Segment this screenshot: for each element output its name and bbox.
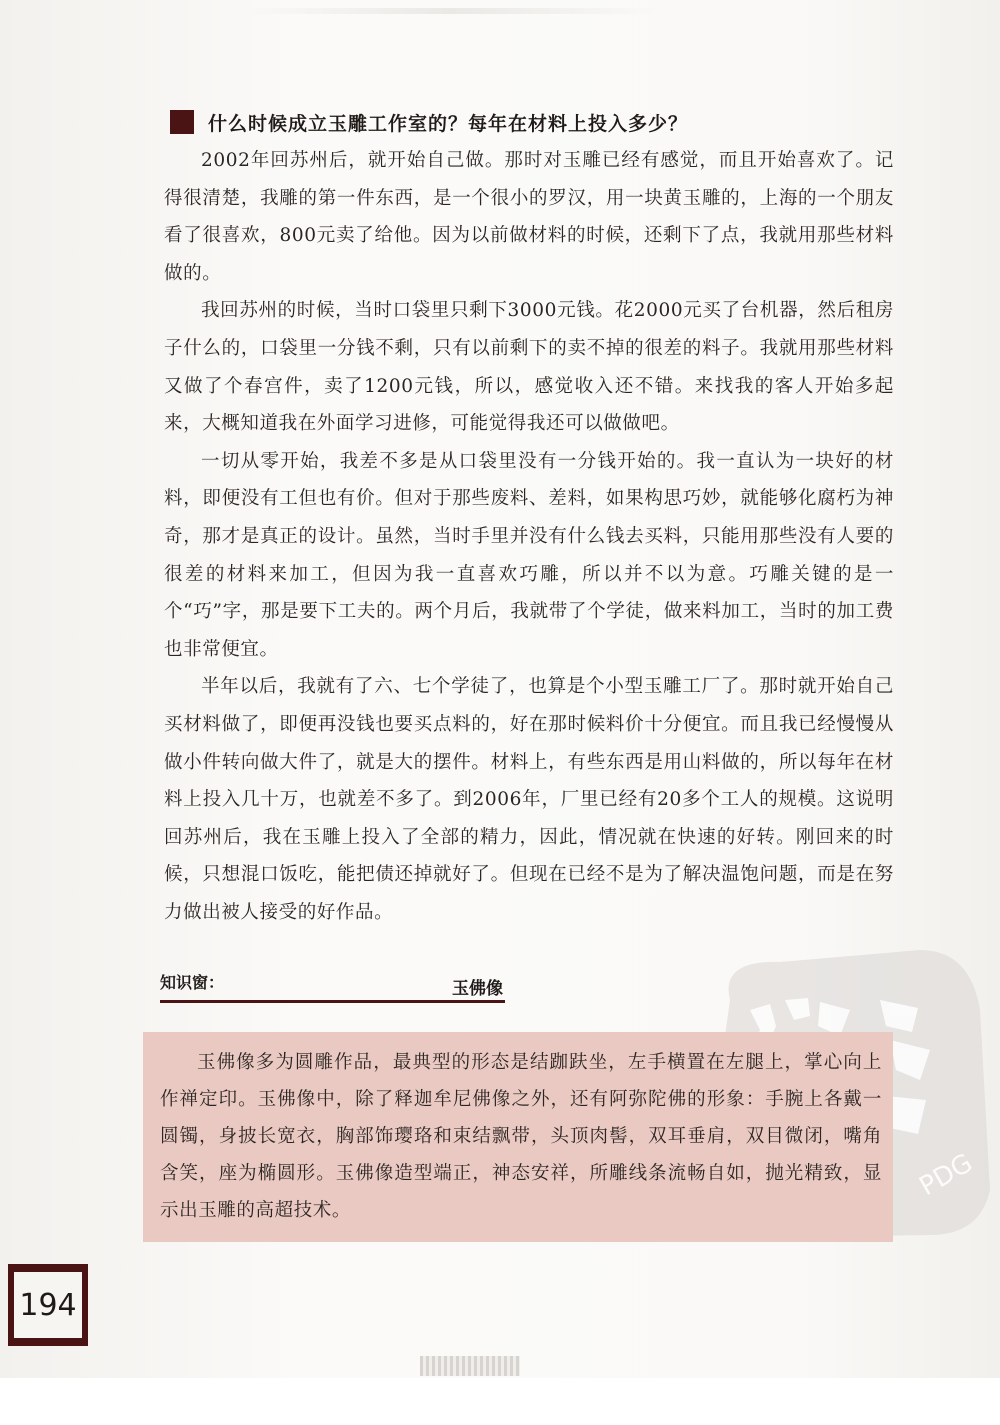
section-heading [170, 104, 930, 140]
knowledge-window-text [160, 1044, 882, 1229]
page-bottom-margin [0, 1378, 1000, 1425]
scan-artifact [240, 8, 660, 14]
body-text [164, 142, 894, 931]
knowledge-window-title: 玉佛像 [452, 979, 503, 999]
knowledge-window-header [160, 968, 505, 1003]
knowledge-window-label: 知识窗： [160, 973, 225, 992]
paragraph-4: 半年以后，我就有了六、七个学徒了，也算是个小型玉雕工厂了。那时就开始自己买材料做了，即便再没钱也要买点料的，好在那时候料价十分便宜。而且我已经慢慢从做小件转向做大件了，就是大的摆件。材料上，有些东西是用山料做的，所以每年在材料上投入几十万，也就差不多了。到2006年，厂里已经有20多个工人的规模。这说明回苏州后，我在玉雕上投入了全部的精力，因此，情况就在快速的好转。刚回来的时候，只想混口饭吃，能把债还掉就好了。但现在已经不是为了解决温饱问题，而是在努力做出被人接受的好作品。 [164, 676, 894, 923]
paragraph-1: 2002年回苏州后，就开始自己做。那时对玉雕已经有感觉，而且开始喜欢了。记得很清楚，我雕的第一件东西，是一个很小的罗汉，用一块黄玉雕的，上海的一个朋友看了很喜欢，800元卖了给他。因为以前做材料的时候，还剩下了点，我就用那些材料做的。 [164, 150, 894, 284]
heading-square-icon [170, 110, 194, 134]
page-number: 194 [14, 1272, 82, 1338]
heading-title: 什么时候成立玉雕工作室的？每年在材料上投入多少？ [208, 112, 689, 135]
knowledge-paragraph: 玉佛像多为圆雕作品，最典型的形态是结跏趺坐，左手横置在左腿上，掌心向上作禅定印。玉佛像中，除了释迦牟尼佛像之外，还有阿弥陀佛的形象：手腕上各戴一圆镯，身披长宽衣，胸部饰璎珞和束结飘带，头顶肉髻，双耳垂肩，双目微闭，嘴角含笑，座为椭圆形。玉佛像造型端正，神态安祥，所雕线条流畅自如，抛光精致，显示出玉雕的高超技术。 [160, 1052, 882, 1221]
scan-artifact-bottom [420, 1356, 520, 1376]
paragraph-2: 我回苏州的时候，当时口袋里只剩下3000元钱。花2000元买了台机器，然后租房子什么的，口袋里一分钱不剩，只有以前剩下的卖不掉的很差的料子。我就用那些材料又做了个春宫件，卖了1200元钱，所以，感觉收入还不错。来找我的客人开始多起来，大概知道我在外面学习进修，可能觉得我还可以做做吧。 [164, 300, 894, 435]
paragraph-3: 一切从零开始，我差不多是从口袋里没有一分钱开始的。我一直认为一块好的材料，即便没有工但也有价。但对于那些废料、差料，如果构思巧妙，就能够化腐朽为神奇，那才是真正的设计。虽然，当时手里并没有什么钱去买料，只能用那些没有人要的很差的材料来加工，但因为我一直喜欢巧雕，所以并不以为意。巧雕关键的是一个“巧”字，那是要下工夫的。两个月后，我就带了个学徒，做来料加工，当时的加工费也非常便宜。 [164, 450, 894, 660]
stamp-text: PDG [914, 1148, 978, 1203]
